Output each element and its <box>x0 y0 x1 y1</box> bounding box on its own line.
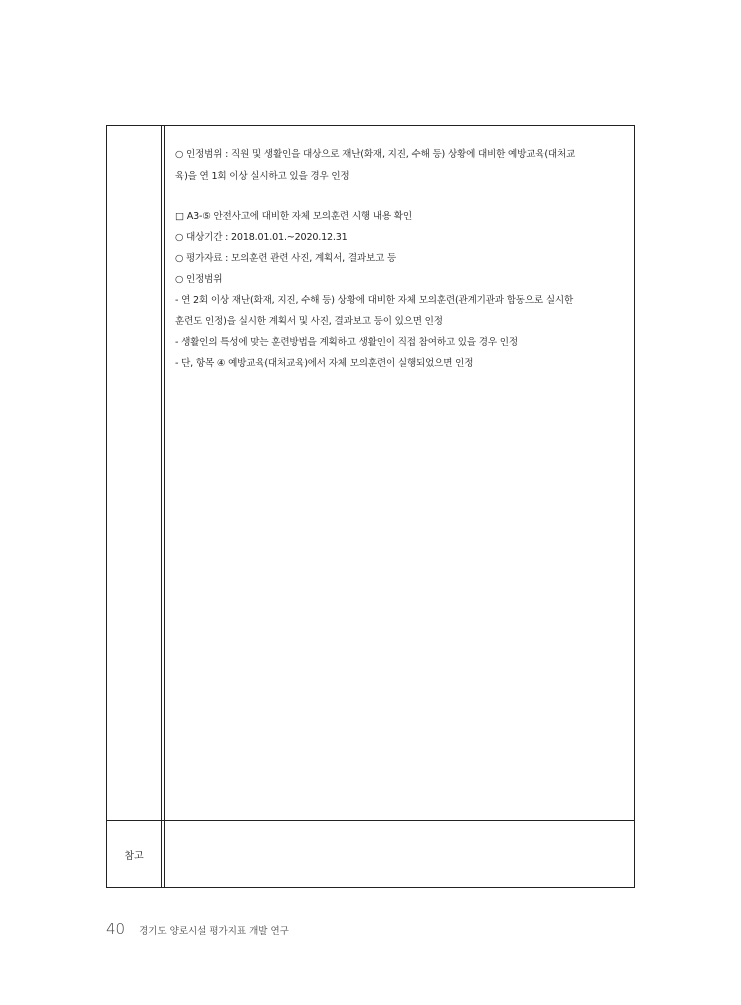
page-number: 40 <box>106 920 126 938</box>
page-footer <box>106 920 289 938</box>
criteria-line: 육)을 연 1회 이상 실시하고 있을 경우 인정 <box>175 171 350 182</box>
criteria-line: - 연 2회 이상 재난(화재, 지진, 수해 등) 상황에 대비한 자체 모의훈련(관계기관과 합동으로 실시한 <box>175 295 574 306</box>
column-divider <box>161 126 162 887</box>
footer-title: 경기도 양로시설 평가지표 개발 연구 <box>139 926 289 937</box>
criteria-line: □ A3-⑤ 안전사고에 대비한 자체 모의훈련 시행 내용 확인 <box>175 211 412 222</box>
evaluation-table <box>106 125 635 888</box>
criteria-line: ○ 인정범위 : 직원 및 생활인을 대상으로 재난(화재, 지진, 수해 등) 상황에 대비한 예방교육(대처교 <box>175 149 576 160</box>
reference-label: 참고 <box>124 850 144 862</box>
row-divider <box>107 820 634 821</box>
criteria-line: - 생활인의 특성에 맞는 훈련방법을 계획하고 생활인이 직접 참여하고 있을 경우 인정 <box>175 337 518 348</box>
column-divider-inner <box>164 126 165 887</box>
criteria-line: ○ 인정범위 <box>175 274 223 285</box>
criteria-line: ○ 대상기간 : 2018.01.01.~2020.12.31 <box>175 232 348 243</box>
criteria-line: 훈련도 인정)을 실시한 계획서 및 사진, 결과보고 등이 있으면 인정 <box>175 316 443 327</box>
criteria-line: ○ 평가자료 : 모의훈련 관련 사진, 계획서, 결과보고 등 <box>175 253 397 264</box>
criteria-line: - 단, 항목 ④ 예방교육(대처교육)에서 자체 모의훈련이 실행되었으면 인정 <box>175 358 474 369</box>
